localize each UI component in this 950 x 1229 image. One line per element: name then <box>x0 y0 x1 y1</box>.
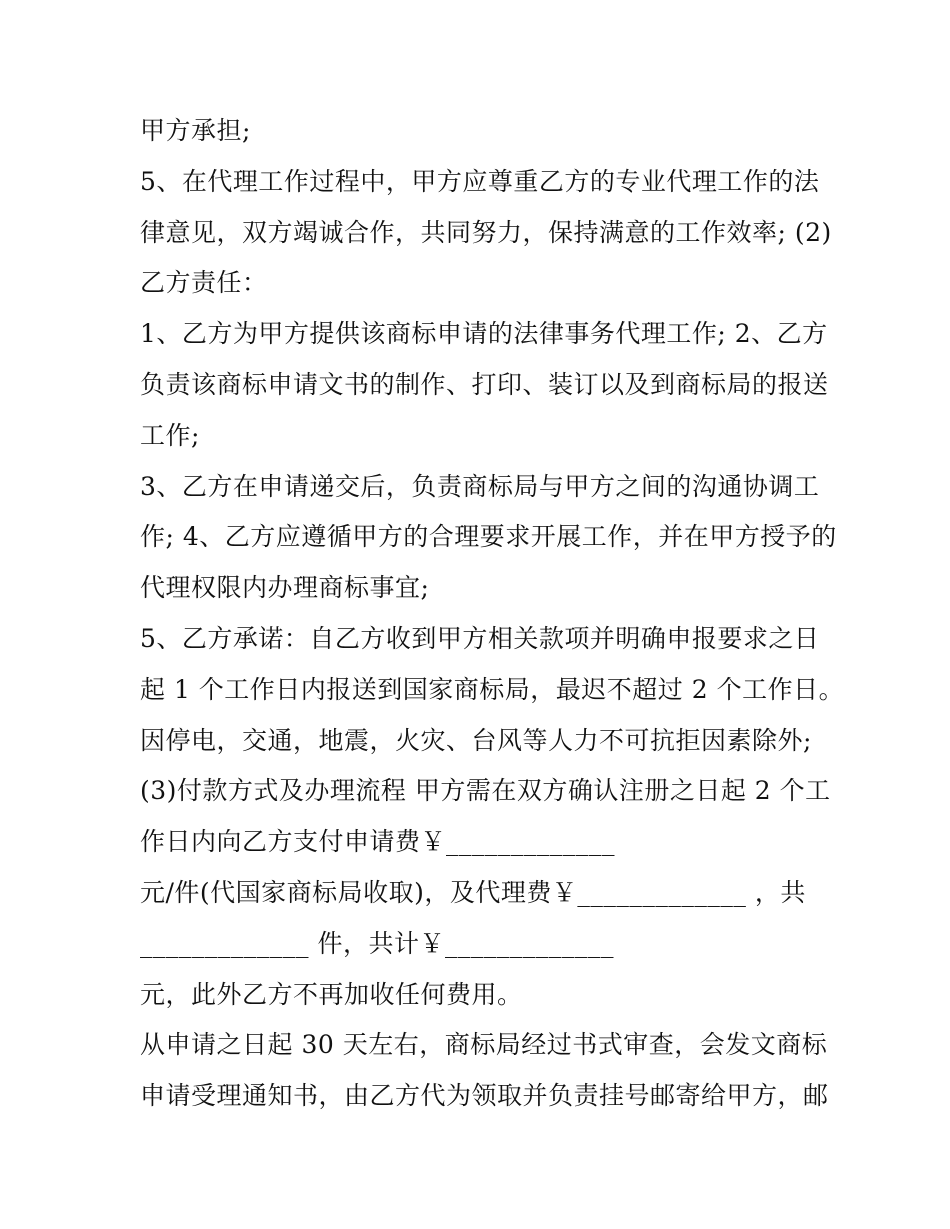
text-line: 1、乙方为甲方提供该商标申请的法律事务代理工作; 2、乙方 <box>140 319 828 349</box>
text-line: 因停电，交通，地震，火灾、台风等人力不可抗拒因素除外; <box>140 725 812 755</box>
text-line: (3)付款方式及办理流程 甲方需在双方确认注册之日起 2 个工 <box>140 776 831 806</box>
text-line: 工作; <box>140 420 200 450</box>
text-line: 作; 4、乙方应遵循甲方的合理要求开展工作，并在甲方授予的 <box>140 522 837 552</box>
text-line: 元，此外乙方不再加收任何费用。 <box>140 979 523 1009</box>
document-body <box>140 106 845 1122</box>
text-line: 起 1 个工作日内报送到国家商标局，最迟不超过 2 个工作日。 <box>140 674 845 704</box>
text-line: 从申请之日起 30 天左右，商标局经过书式审查，会发文商标 <box>140 1030 828 1060</box>
text-line: 乙方责任： <box>140 268 268 298</box>
text-line: 负责该商标申请文书的制作、打印、装订以及到商标局的报送 <box>140 369 829 399</box>
text-line: 5、乙方承诺：自乙方收到甲方相关款项并明确申报要求之日 <box>140 623 820 653</box>
text-line: 元/件(代国家商标局收取)，及代理费￥_____________ ，共 <box>140 877 806 907</box>
text-line: 3、乙方在申请递交后，负责商标局与甲方之间的沟通协调工 <box>140 471 820 501</box>
text-line: 律意见，双方竭诚合作，共同努力，保持满意的工作效率; (2) <box>140 217 832 247</box>
text-line: 作日内向乙方支付申请费￥_____________ <box>140 827 616 857</box>
text-line: 甲方承担; <box>140 116 251 145</box>
text-line: 申请受理通知书，由乙方代为领取并负责挂号邮寄给甲方，邮 <box>140 1081 829 1111</box>
text-line: 5、在代理工作过程中，甲方应尊重乙方的专业代理工作的法 <box>140 166 820 196</box>
text-line: _____________ 件，共计￥_____________ <box>140 928 614 958</box>
text-line: 代理权限内办理商标事宜; <box>140 573 430 603</box>
